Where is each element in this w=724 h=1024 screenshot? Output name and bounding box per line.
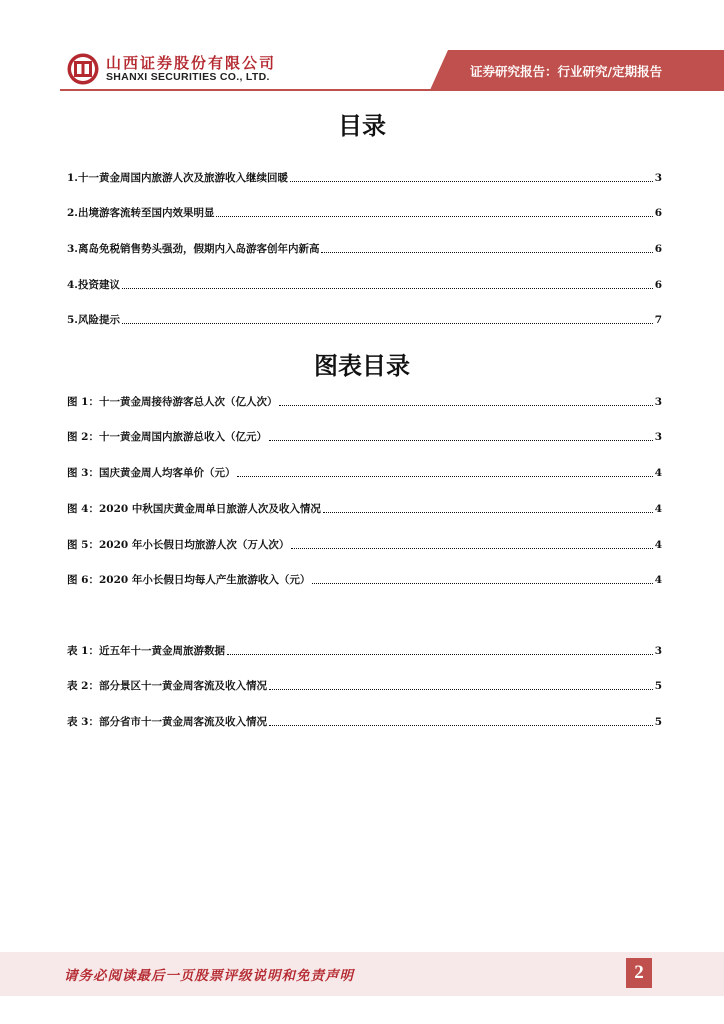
toc-item[interactable]: [67, 204, 662, 222]
table-item-text: 表 1：近五年十一黄金周旅游数据: [67, 645, 225, 657]
dot-leader: [237, 475, 652, 477]
table-item-page: 5: [654, 716, 662, 728]
page-number: 2: [626, 958, 652, 988]
dot-leader: [227, 653, 653, 655]
table-item-text: 表 3：部分省市十一黄金周客流及收入情况: [67, 716, 267, 728]
figure-item-text: 图 1：十一黄金周接待游客总人次（亿人次）: [67, 396, 278, 408]
toc-item[interactable]: [67, 240, 662, 258]
figure-item-page: 3: [654, 396, 662, 408]
toc-item[interactable]: [67, 311, 662, 329]
toc-item-page: 6: [654, 243, 662, 255]
dot-leader: [269, 439, 653, 441]
toc-item-page: 3: [654, 172, 662, 184]
table-list-item[interactable]: [67, 642, 662, 660]
toc-item-text: 4.投资建议: [67, 279, 120, 291]
figure-item-text: 图 4：2020 中秋国庆黄金周单日旅游人次及收入情况: [67, 503, 321, 515]
figure-list-item[interactable]: [67, 571, 662, 589]
figure-list-item[interactable]: [67, 464, 662, 482]
dot-leader: [321, 251, 652, 253]
table-list-item[interactable]: [67, 677, 662, 695]
dot-leader: [122, 287, 653, 289]
dot-leader: [290, 180, 653, 182]
table-item-page: 5: [654, 680, 662, 692]
toc-item-text: 2.出境游客流转至国内效果明显: [67, 207, 215, 219]
toc-item-page: 6: [654, 207, 662, 219]
company-name-en: SHANXI SECURITIES CO., LTD.: [106, 71, 270, 83]
figure-list-item[interactable]: [67, 500, 662, 518]
figure-list-title: 图表目录: [314, 352, 410, 380]
toc-title: 目录: [338, 112, 386, 140]
dot-leader: [269, 688, 653, 690]
toc-item-text: 5.风险提示: [67, 314, 120, 326]
shanxi-securities-logo-icon: [66, 52, 100, 86]
dot-leader: [291, 547, 652, 549]
figure-item-text: 图 6：2020 年小长假日均每人产生旅游收入（元）: [67, 574, 311, 586]
figure-list-item[interactable]: [67, 428, 662, 446]
table-item-text: 表 2：部分景区十一黄金周客流及收入情况: [67, 680, 267, 692]
toc-item[interactable]: [67, 169, 662, 187]
dot-leader: [216, 215, 652, 217]
figure-list-item[interactable]: [67, 536, 662, 554]
figure-item-page: 4: [654, 467, 662, 479]
figure-item-text: 图 3：国庆黄金周人均客单价（元）: [67, 467, 236, 479]
table-item-page: 3: [654, 645, 662, 657]
figure-item-page: 4: [654, 503, 662, 515]
dot-leader: [279, 404, 652, 406]
disclaimer-note: 请务必阅读最后一页股票评级说明和免责声明: [64, 968, 354, 984]
figure-item-page: 3: [654, 431, 662, 443]
report-type-label: 证券研究报告：行业研究/定期报告: [470, 64, 663, 79]
dot-leader: [312, 582, 652, 584]
header-divider: [60, 89, 724, 91]
figure-list-item[interactable]: [67, 393, 662, 411]
toc-item-page: 6: [654, 279, 662, 291]
figure-item-page: 4: [654, 574, 662, 586]
dot-leader: [122, 322, 653, 324]
company-name-cn: 山西证券股份有限公司: [106, 54, 277, 72]
dot-leader: [269, 724, 653, 726]
figure-item-text: 图 2：十一黄金周国内旅游总收入（亿元）: [67, 431, 267, 443]
table-list-item[interactable]: [67, 713, 662, 731]
toc-item[interactable]: [67, 276, 662, 294]
toc-item-text: 3.离岛免税销售势头强劲，假期内入岛游客创年内新高: [67, 243, 320, 255]
dot-leader: [323, 511, 653, 513]
page-header: [0, 0, 724, 100]
toc-item-text: 1.十一黄金周国内旅游人次及旅游收入继续回暖: [67, 172, 288, 184]
figure-item-text: 图 5：2020 年小长假日均旅游人次（万人次）: [67, 539, 290, 551]
figure-item-page: 4: [654, 539, 662, 551]
toc-item-page: 7: [654, 314, 662, 326]
